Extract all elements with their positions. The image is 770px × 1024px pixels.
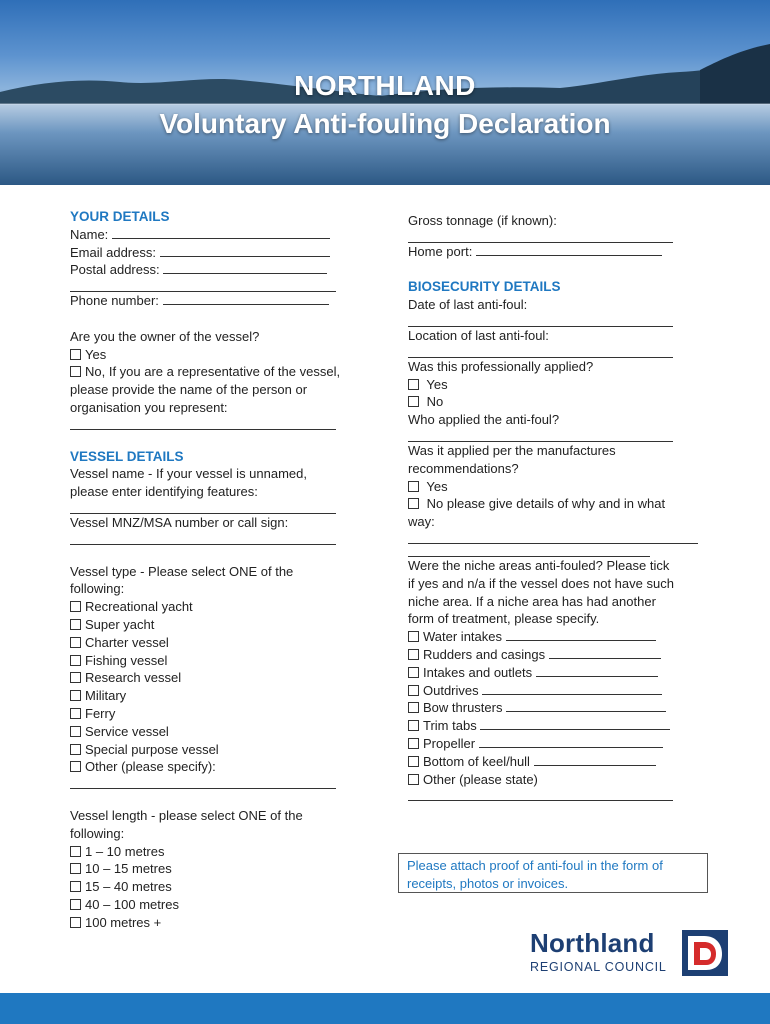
niche-field[interactable] <box>482 682 662 695</box>
niche-checkbox[interactable] <box>408 756 419 767</box>
niche-field[interactable] <box>480 717 670 730</box>
council-logo <box>530 928 730 978</box>
notice-line1: Please attach proof of anti-foul in the form of <box>407 858 663 873</box>
type-checkbox[interactable] <box>70 601 81 612</box>
professional-no-checkbox[interactable] <box>408 396 419 407</box>
gross-tonnage-label: Gross tonnage (if known): <box>408 213 557 228</box>
niche-field[interactable] <box>479 735 663 748</box>
location-field[interactable] <box>408 345 673 358</box>
niche-checkbox[interactable] <box>408 720 419 731</box>
niche-field[interactable] <box>506 628 656 641</box>
length-checkbox[interactable] <box>70 917 81 928</box>
right-column <box>408 212 708 801</box>
niche-question-3: niche area. If a niche area has had another <box>408 593 656 609</box>
length-option-label: 1 – 10 metres <box>85 843 165 859</box>
home-port-field[interactable] <box>476 243 662 256</box>
manufacturer-no-checkbox[interactable] <box>408 498 419 509</box>
type-checkbox[interactable] <box>70 637 81 648</box>
vessel-type-question-2: following: <box>70 581 125 597</box>
phone-label: Phone number: <box>70 293 159 309</box>
type-checkbox[interactable] <box>70 744 81 755</box>
who-applied-field[interactable] <box>408 429 673 442</box>
type-option-label: Recreational yacht <box>85 599 193 615</box>
phone-field[interactable] <box>163 292 329 305</box>
manufacturer-yes-label: Yes <box>426 478 448 494</box>
header-title-line2: Voluntary Anti-fouling Declaration <box>159 108 611 139</box>
who-applied-label: Who applied the anti-foul? <box>408 412 560 428</box>
date-field[interactable] <box>408 314 673 327</box>
niche-checkbox[interactable] <box>408 685 419 696</box>
niche-field[interactable] <box>506 699 666 712</box>
name-field[interactable] <box>112 226 330 239</box>
vessel-name-field[interactable] <box>70 501 336 514</box>
manufacturer-details-field-2[interactable] <box>408 544 650 557</box>
niche-checkbox[interactable] <box>408 649 419 660</box>
length-option-label: 10 – 15 metres <box>85 861 172 877</box>
niche-field[interactable] <box>534 753 656 766</box>
postal-field[interactable] <box>163 261 327 274</box>
header-title-line1: NORTHLAND <box>294 70 476 101</box>
your-details-heading: YOUR DETAILS <box>70 209 170 224</box>
logo-name: Northland <box>530 928 655 958</box>
niche-item-label: Bow thrusters <box>423 700 503 716</box>
type-option-label: Military <box>85 688 127 704</box>
type-checkbox[interactable] <box>70 672 81 683</box>
niche-question: Were the niche areas anti-fouled? Please tick <box>408 557 670 573</box>
niche-field[interactable] <box>536 664 658 677</box>
professional-yes-checkbox[interactable] <box>408 379 419 390</box>
type-option-label: Ferry <box>85 705 116 721</box>
header-banner <box>0 0 770 185</box>
manufacturer-yes-checkbox[interactable] <box>408 481 419 492</box>
owner-no-label: No, If you are a representative of the vessel, <box>85 364 341 380</box>
niche-checkbox[interactable] <box>408 702 419 713</box>
type-checkbox[interactable] <box>70 761 81 772</box>
length-checkbox[interactable] <box>70 899 81 910</box>
length-checkbox[interactable] <box>70 863 81 874</box>
length-checkbox[interactable] <box>70 881 81 892</box>
niche-field[interactable] <box>549 646 661 659</box>
type-option-label: Other (please specify): <box>85 759 216 775</box>
name-label: Name: <box>70 226 109 242</box>
type-checkbox[interactable] <box>70 690 81 701</box>
manufacturer-no-label: No please give details of why and in what <box>426 496 666 512</box>
date-label: Date of last anti-foul: <box>408 297 528 313</box>
length-option-label: 40 – 100 metres <box>85 896 179 912</box>
niche-checkbox[interactable] <box>408 738 419 749</box>
manufacturer-question: Was it applied per the manufactures <box>408 442 616 458</box>
council-emblem-icon <box>682 930 728 976</box>
attachment-notice <box>398 853 708 893</box>
gross-tonnage-field[interactable] <box>408 230 673 243</box>
niche-item-label: Trim tabs <box>423 718 477 734</box>
home-port-label: Home port: <box>408 243 473 259</box>
owner-yes-checkbox[interactable] <box>70 349 81 360</box>
manufacturer-question-2: recommendations? <box>408 460 519 476</box>
type-option-label: Charter vessel <box>85 634 169 650</box>
niche-item-label: Outdrives <box>423 682 479 698</box>
type-option-label: Service vessel <box>85 723 169 739</box>
manufacturer-details-field[interactable] <box>408 531 698 544</box>
type-option-label: Special purpose vessel <box>85 741 219 757</box>
postal-label: Postal address: <box>70 262 160 278</box>
representative-field[interactable] <box>70 417 336 430</box>
professional-yes-label: Yes <box>426 376 448 392</box>
niche-item-label: Bottom of keel/hull <box>423 753 530 769</box>
biosecurity-heading: BIOSECURITY DETAILS <box>408 279 561 295</box>
location-label: Location of last anti-foul: <box>408 327 549 343</box>
length-option-label: 15 – 40 metres <box>85 879 172 895</box>
vessel-details-heading: VESSEL DETAILS <box>70 448 184 464</box>
email-label: Email address: <box>70 244 156 260</box>
type-checkbox[interactable] <box>70 619 81 630</box>
type-other-field[interactable] <box>70 776 336 789</box>
logo-subtitle: REGIONAL COUNCIL <box>530 960 667 974</box>
niche-item-label: Other (please state) <box>423 771 538 787</box>
mnz-label: Vessel MNZ/MSA number or call sign: <box>70 514 289 530</box>
vessel-type-question: Vessel type - Please select ONE of the <box>70 563 294 579</box>
professional-question: Was this professionally applied? <box>408 358 594 374</box>
professional-no-label: No <box>426 394 444 410</box>
length-option-label: 100 metres + <box>85 914 162 930</box>
left-column <box>70 208 370 931</box>
vessel-name-label: Vessel name - If your vessel is unnamed, <box>70 466 308 482</box>
vessel-length-question-2: following: <box>70 825 125 841</box>
length-checkbox[interactable] <box>70 846 81 857</box>
niche-checkbox[interactable] <box>408 774 419 785</box>
postal-field-line2[interactable] <box>70 279 336 292</box>
type-option-label: Super yacht <box>85 616 155 632</box>
niche-question-2: if yes and n/a if the vessel does not have such <box>408 575 674 591</box>
type-checkbox[interactable] <box>70 708 81 719</box>
vessel-length-question: Vessel length - please select ONE of the <box>70 807 303 823</box>
footer-bar <box>0 993 770 1024</box>
niche-checkbox[interactable] <box>408 667 419 678</box>
owner-no-checkbox[interactable] <box>70 366 81 377</box>
owner-no-text-3: organisation you represent: <box>70 399 228 415</box>
niche-item-label: Rudders and casings <box>423 646 546 662</box>
manufacturer-no-label-2: way: <box>408 514 435 530</box>
niche-other-field[interactable] <box>408 788 673 801</box>
type-checkbox[interactable] <box>70 726 81 737</box>
mnz-field[interactable] <box>70 532 336 545</box>
type-option-label: Fishing vessel <box>85 652 168 668</box>
owner-question: Are you the owner of the vessel? <box>70 328 260 344</box>
owner-no-text-2: please provide the name of the person or <box>70 382 308 398</box>
owner-yes-label: Yes <box>85 346 107 362</box>
vessel-name-label-2: please enter identifying features: <box>70 484 258 500</box>
notice-line2: receipts, photos or invoices. <box>407 875 569 891</box>
niche-item-label: Intakes and outlets <box>423 664 533 680</box>
type-checkbox[interactable] <box>70 655 81 666</box>
niche-checkbox[interactable] <box>408 631 419 642</box>
niche-question-4: form of treatment, please specify. <box>408 611 600 627</box>
type-option-label: Research vessel <box>85 670 182 686</box>
niche-item-label: Water intakes <box>423 629 502 645</box>
email-field[interactable] <box>160 244 330 257</box>
niche-item-label: Propeller <box>423 735 476 751</box>
